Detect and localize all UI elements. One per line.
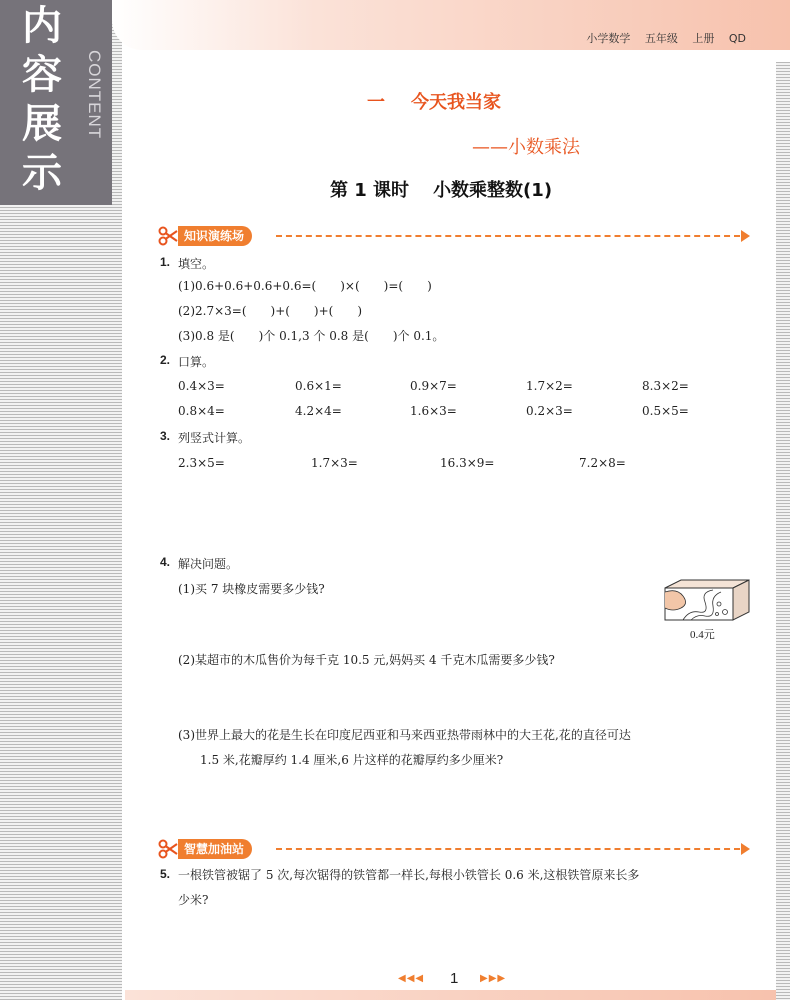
section-header-challenge — [158, 838, 750, 860]
chapter-subtitle: ——小数乘法 — [472, 137, 580, 158]
section-header-practice — [158, 225, 750, 247]
header-grade: 五年级 — [644, 32, 678, 45]
arrow-right-icon — [741, 230, 750, 242]
chapter-name: 今天我当家 — [411, 92, 501, 113]
q4-problem-3-line1: (3)世界上最大的花是生长在印度尼西亚和马来西亚热带雨林中的大王花,花的直径可达 — [178, 728, 631, 742]
question-heading: 解决问题。 — [178, 557, 239, 571]
vertical-calc-item: 7.2×8= — [579, 456, 626, 470]
header-edition: QD — [728, 32, 746, 45]
q1-item-1: (1)0.6+0.6+0.6+0.6=( )×( )=( ) — [178, 279, 432, 293]
calc-item: 1.7×2= — [526, 379, 573, 393]
eraser-image — [663, 578, 751, 622]
section-badge: 智慧加油站 — [178, 839, 252, 859]
question-number: 5. — [160, 867, 171, 881]
question-heading: 填空。 — [178, 257, 215, 271]
calc-item: 1.6×3= — [410, 404, 457, 418]
q5-line2: 少米? — [178, 893, 209, 907]
page-footer — [398, 970, 518, 990]
vertical-calc-item: 1.7×3= — [311, 456, 358, 470]
calc-item: 0.8×4= — [178, 404, 225, 418]
q4-problem-2: (2)某超市的木瓜售价为每千克 10.5 元,妈妈买 4 千克木瓜需要多少钱? — [178, 653, 555, 667]
calc-item: 4.2×4= — [295, 404, 342, 418]
calc-item: 0.4×3= — [178, 379, 225, 393]
calc-item: 8.3×2= — [642, 379, 689, 393]
dashed-divider — [276, 848, 740, 850]
q1-item-3: (3)0.8 是( )个 0.1,3 个 0.8 是( )个 0.1。 — [178, 329, 445, 343]
q4-problem-1: (1)买 7 块橡皮需要多少钱? — [178, 582, 325, 596]
question-number: 2. — [160, 353, 171, 367]
vertical-calc-item: 16.3×9= — [440, 456, 495, 470]
question-heading: 口算。 — [178, 355, 215, 369]
side-title: 内容展示 — [22, 3, 62, 196]
lesson-number: 第 1 课时 — [330, 180, 410, 201]
question-number: 4. — [160, 555, 171, 569]
header-volume: 上册 — [692, 32, 715, 45]
side-tab — [0, 0, 112, 205]
bottom-banner — [125, 990, 776, 1000]
scissors-icon — [158, 838, 178, 860]
left-arrows-icon: ◀◀◀ — [398, 973, 425, 984]
calc-item: 0.5×5= — [642, 404, 689, 418]
side-subtitle: CONTENT — [85, 50, 104, 140]
dashed-divider — [276, 235, 740, 237]
lesson-name: 小数乘整数(1) — [433, 180, 553, 201]
q1-item-2: (2)2.7×3=( )+( )+( ) — [178, 304, 363, 318]
vertical-calc-item: 2.3×5= — [178, 456, 225, 470]
q4-problem-3-line2: 1.5 米,花瓣厚约 1.4 厘米,6 片这样的花瓣厚约多少厘米? — [200, 753, 504, 767]
calc-item: 0.9×7= — [410, 379, 457, 393]
right-arrows-icon: ▶▶▶ — [480, 973, 507, 984]
lesson-title — [330, 176, 552, 202]
scissors-icon — [158, 225, 178, 247]
chapter-title — [367, 88, 501, 114]
section-badge: 知识演练场 — [178, 226, 252, 246]
header-subject: 小学数学 — [586, 32, 631, 45]
right-stripe-decoration — [776, 62, 790, 1000]
eraser-price-label: 0.4元 — [690, 629, 715, 641]
question-number: 3. — [160, 429, 171, 443]
calc-item: 0.2×3= — [526, 404, 573, 418]
header-info — [575, 30, 746, 46]
q5-line1: 一根铁管被锯了 5 次,每次锯得的铁管都一样长,每根小铁管长 0.6 米,这根铁管原来长多 — [178, 868, 640, 882]
arrow-right-icon — [741, 843, 750, 855]
calc-item: 0.6×1= — [295, 379, 342, 393]
page-number: 1 — [450, 970, 459, 987]
question-number: 1. — [160, 255, 171, 269]
chapter-number: 一 — [367, 92, 385, 113]
question-heading: 列竖式计算。 — [178, 431, 251, 445]
